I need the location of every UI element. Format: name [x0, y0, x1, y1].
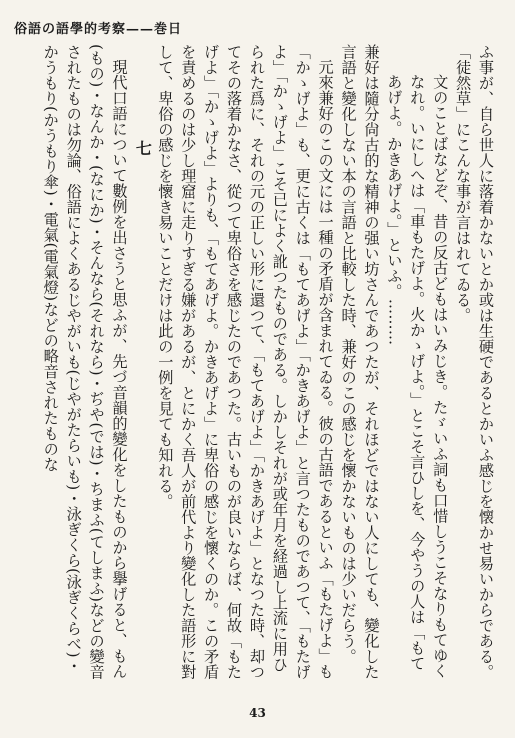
paragraph-modern-colloquial: 現代口語について數例を出さうと思ふが、先づ音韻的變化をしたものから擧げると、もん(もの)・なんか・(なにか)・そんなら(それなら)・ぢや(では)・ちまふ(てしまふ)などの變音されたものは勿論、俗語によくあるじやがいも(じやがたらいも)・泳ぎくら(泳ぎくらべ)・かうもり(かうもり傘)・電氣(電氣燈)などの略音されたものな	[41, 44, 129, 680]
quotation-block: 文のことばなどぞ、昔の反古どもはいみじき。たゞいふ詞も口惜しうこそなりもてゆくなれ。いにしへは「車もたげよ。火かゝげよ。」とこそ言ひしを、今やうの人は「もてあげよ。かきあげよ。」といふ。………	[385, 74, 450, 679]
section-number: 七	[133, 140, 153, 157]
paragraph-contradiction: 元來兼好のこの文には一種の矛盾が含まれてゐる。彼の古語であるといふ「もたげよ」も「かゝげよ」も、更に古くは「もてあげよ」「かきあげよ」と言つたものであつて、「もたげよ」「かゝげよ」こそ已によく訛つたものである。しかしそれが或年月を経過し上流に用ひられた爲に、それの元の正しい形に還つて、「もてあげよ」「かきあげよ」となつた時、却つてその落着かなさ、從つて卑俗さを感じたのであつた。古いものが良いならば、何故「もたげよ」「かゝげよ」よりも、「もてあげよ。かきあげよ」に卑俗の感じを懷くのか。この矛盾を責めるのは少し理窟に走りすぎる嫌があるが、とにかく吾人が前代より變化した語形に對して、卑俗の感じを懷き易いことだけは此の一例を見ても知れる。	[156, 44, 335, 680]
paragraph-kenko: 兼好は隨分尙古的な精神の强い坊さんであつたが、それほどではない人にしても、變化した言語と變化しない本の言語と比較した時、兼好のこの感じを懷かないものは少いだらう。	[339, 44, 381, 680]
body-text	[22, 44, 497, 680]
page-number: 43	[249, 706, 266, 720]
paragraph-continuation: ふ事が、自ら世人に落着かないとか或は生硬であるとかいふ感じを懐かせ易いからである。「徒然草」にこんな事が言はれてゐる。	[454, 44, 495, 680]
running-head: 俗語の語學的考察——巻日	[14, 22, 183, 37]
